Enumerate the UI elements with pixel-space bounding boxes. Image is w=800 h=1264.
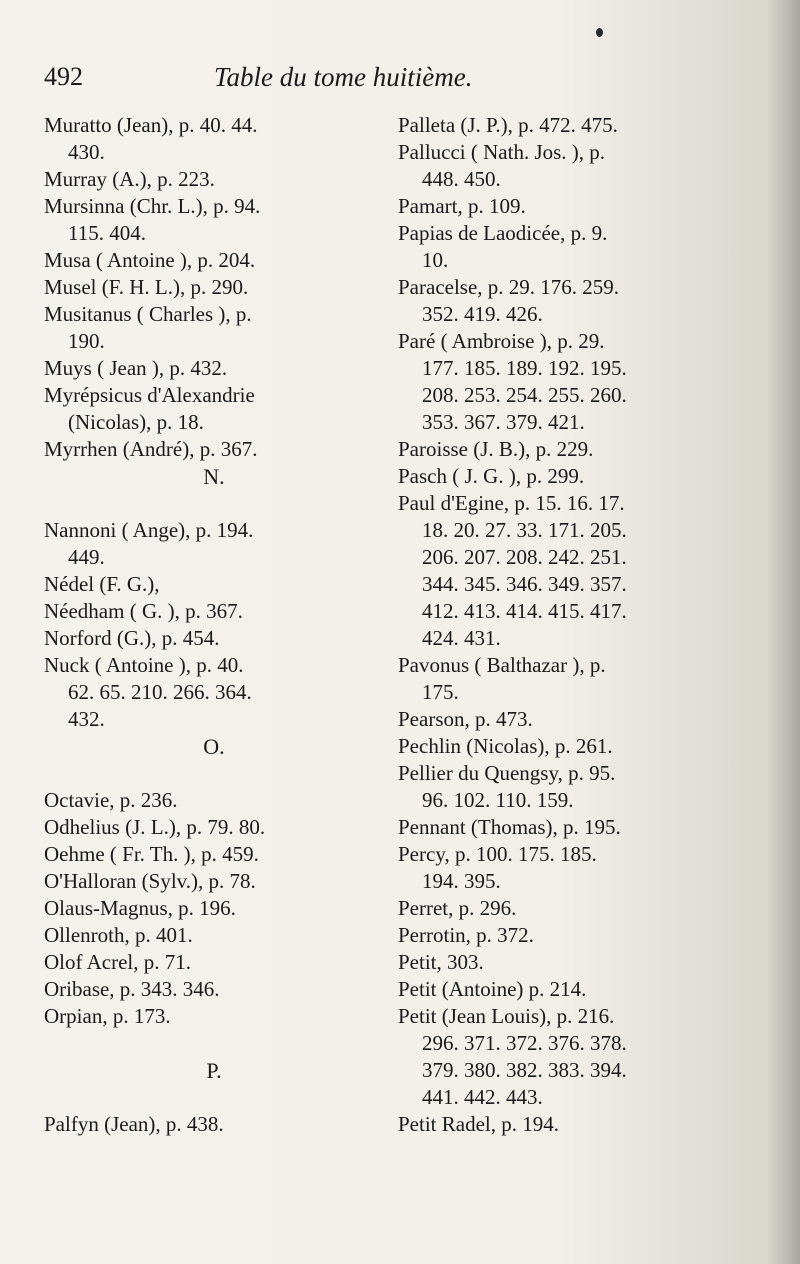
index-entry: Petit Radel, p. 194. [398, 1112, 559, 1136]
index-entry-continuation: 115. 404. [68, 221, 146, 245]
index-entry: Ollenroth, p. 401. [44, 923, 193, 947]
blank-line [44, 1030, 384, 1057]
index-entry: Pechlin (Nicolas), p. 261. [398, 734, 613, 758]
index-entry-continuation: (Nicolas), p. 18. [68, 410, 204, 434]
index-entry: Palfyn (Jean), p. 438. [44, 1112, 224, 1136]
blank-line [44, 1084, 384, 1111]
index-entry-continuation: 448. 450. [422, 167, 501, 191]
left-index-column [44, 112, 384, 1138]
index-entry: Palleta (J. P.), p. 472. 475. [398, 113, 618, 137]
index-entry-continuation: 379. 380. 382. 383. 394. [422, 1058, 627, 1082]
index-entry: O'Halloran (Sylv.), p. 78. [44, 869, 256, 893]
index-entry: Muratto (Jean), p. 40. 44. [44, 113, 258, 137]
index-entry-continuation: 18. 20. 27. 33. 171. 205. [422, 518, 627, 542]
index-entry: Myrrhen (André), p. 367. [44, 437, 258, 461]
index-entry: Odhelius (J. L.), p. 79. 80. [44, 815, 266, 839]
blank-line [44, 490, 384, 517]
index-entry-continuation: 344. 345. 346. 349. 357. [422, 572, 627, 596]
index-entry: Petit (Jean Louis), p. 216. [398, 1004, 615, 1028]
index-entry-continuation: 352. 419. 426. [422, 302, 543, 326]
index-entry: Percy, p. 100. 175. 185. [398, 842, 597, 866]
index-entry: Myrépsicus d'Alexandrie [44, 383, 255, 407]
index-entry: Pamart, p. 109. [398, 194, 526, 218]
index-entry: Paracelse, p. 29. 176. 259. [398, 275, 620, 299]
index-entry-continuation: 424. 431. [422, 626, 501, 650]
index-entry: Nuck ( Antoine ), p. 40. [44, 653, 244, 677]
index-entry: Pennant (Thomas), p. 195. [398, 815, 621, 839]
index-entry: Pasch ( J. G. ), p. 299. [398, 464, 585, 488]
index-entry: Papias de Laodicée, p. 9. [398, 221, 608, 245]
index-entry: Pearson, p. 473. [398, 707, 533, 731]
index-entry: Mursinna (Chr. L.), p. 94. [44, 194, 261, 218]
index-entry: Nédel (F. G.), [44, 572, 160, 596]
section-letter: P. [206, 1058, 222, 1083]
index-entry-continuation: 177. 185. 189. 192. 195. [422, 356, 627, 380]
index-entry: Octavie, p. 236. [44, 788, 178, 812]
index-entry: Musel (F. H. L.), p. 290. [44, 275, 249, 299]
index-entry-continuation: 441. 442. 443. [422, 1085, 543, 1109]
index-entry: Perrotin, p. 372. [398, 923, 534, 947]
index-entry: Oribase, p. 343. 346. [44, 977, 220, 1001]
index-entry: Pellier du Quengsy, p. 95. [398, 761, 616, 785]
index-entry-continuation: 194. 395. [422, 869, 501, 893]
index-entry-continuation: 449. [68, 545, 105, 569]
index-entry: Petit, 303. [398, 950, 484, 974]
page-title: Table du tome huitième. [214, 62, 473, 92]
index-entry-continuation: 353. 367. 379. 421. [422, 410, 585, 434]
index-entry-continuation: 190. [68, 329, 105, 353]
index-entry: Paroisse (J. B.), p. 229. [398, 437, 594, 461]
index-entry: Perret, p. 296. [398, 896, 517, 920]
index-entry-continuation: 296. 371. 372. 376. 378. [422, 1031, 627, 1055]
index-entry-continuation: 206. 207. 208. 242. 251. [422, 545, 627, 569]
index-entry: Pallucci ( Nath. Jos. ), p. [398, 140, 606, 164]
index-entry: Orpian, p. 173. [44, 1004, 171, 1028]
section-letter: O. [203, 734, 225, 759]
index-entry: Oehme ( Fr. Th. ), p. 459. [44, 842, 259, 866]
index-entry: Muys ( Jean ), p. 432. [44, 356, 228, 380]
page-header [44, 62, 784, 102]
section-letter: N. [203, 464, 225, 489]
index-entry: Paul d'Egine, p. 15. 16. 17. [398, 491, 625, 515]
index-entry-continuation: 10. [422, 248, 449, 272]
index-entry: Nannoni ( Ange), p. 194. [44, 518, 254, 542]
index-entry: Petit (Antoine) p. 214. [398, 977, 587, 1001]
index-entry: Néedham ( G. ), p. 367. [44, 599, 243, 623]
index-entry: Musitanus ( Charles ), p. [44, 302, 252, 326]
index-entry: Musa ( Antoine ), p. 204. [44, 248, 256, 272]
index-entry: Olaus-Magnus, p. 196. [44, 896, 236, 920]
index-entry: Murray (A.), p. 223. [44, 167, 215, 191]
ink-spot [596, 28, 603, 37]
index-entry-continuation: 96. 102. 110. 159. [422, 788, 574, 812]
index-entry: Olof Acrel, p. 71. [44, 950, 191, 974]
index-entry-continuation: 208. 253. 254. 255. 260. [422, 383, 627, 407]
index-entry-continuation: 432. [68, 707, 105, 731]
index-entry-continuation: 62. 65. 210. 266. 364. [68, 680, 252, 704]
index-entry: Pavonus ( Balthazar ), p. [398, 653, 606, 677]
index-entry-continuation: 412. 413. 414. 415. 417. [422, 599, 627, 623]
index-entry: Paré ( Ambroise ), p. 29. [398, 329, 605, 353]
right-index-column [398, 112, 778, 1138]
index-entry-continuation: 430. [68, 140, 105, 164]
index-entry-continuation: 175. [422, 680, 459, 704]
page-number: 492 [44, 62, 83, 91]
index-entry: Norford (G.), p. 454. [44, 626, 220, 650]
blank-line [44, 760, 384, 787]
